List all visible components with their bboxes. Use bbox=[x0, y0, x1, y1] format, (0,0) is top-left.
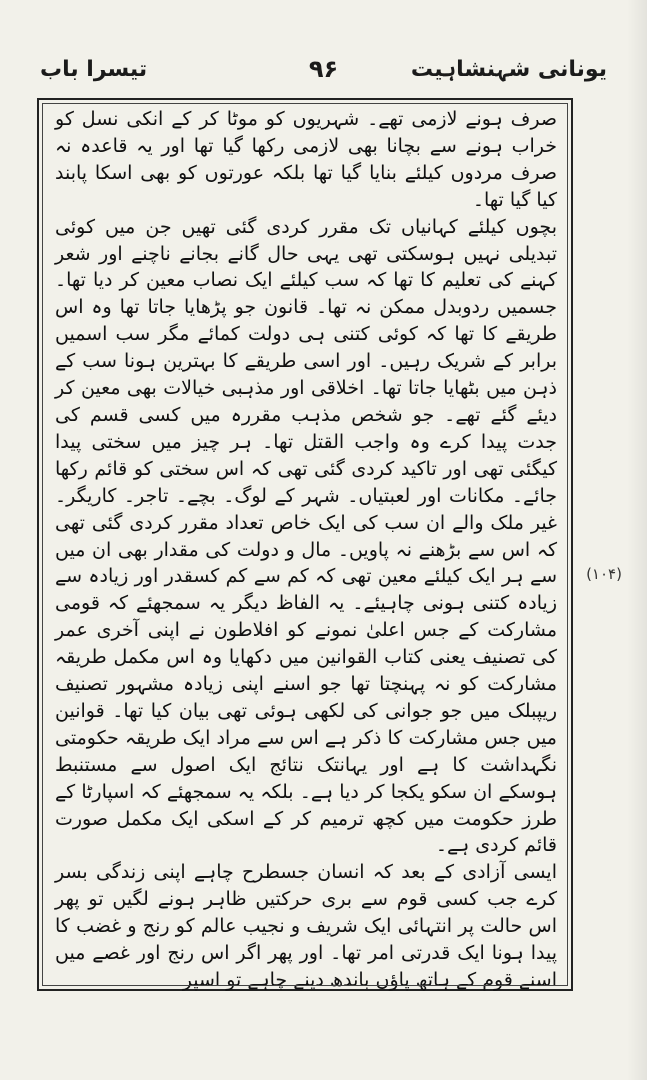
page-header bbox=[40, 55, 607, 95]
paragraph-3: ایسی آزادی کے بعد کہ انسان جسطرح چاہے اپنی زندگی بسر کرے جب کسی قوم سے بری حرکتیں ظاہر ہونے لگیں تو پھر اس حالت پر انتہائی ایک شریف و نجیب عالم کو رنج و غضب کا پیدا ہونا ایک قدرتی امر تھا۔ اور پھر اگر اس رنج اور غصے میں اسنے قوم کے ہاتھ پاؤں باندھ دینے چاہے تو اسپر bbox=[55, 861, 557, 991]
paragraph-2: بچوں کیلئے کہانیاں تک مقرر کردی گئی تھیں جن میں کوئی تبدیلی نہیں ہوسکتی تھی یہی حال گانے بجانے ناچنے اور شعر کہنے کی تعلیم کا تھا کہ سب کیلئے ایک نصاب معین کر دیا تھا۔ جسمیں ردوبدل ممکن نہ تھا۔ قانون جو پڑھایا جاتا تھا وہ اس طریقے کا تھا کہ کوئی کتنی ہی دولت کمائے مگر سب اسمیں برابر کے شریک رہیں۔ اور اسی طریقے کا بہترین ہونا سب کے ذہن میں بٹھایا جاتا تھا۔ اخلاقی اور مذہبی خیالات بھی معین کر دیئے گئے تھے۔ جو شخص مذہب مقررہ میں کسی قسم کی جدت پیدا کرے وہ واجب القتل تھا۔ ہر چیز میں سختی پیدا کیگئی تھی اور تاکید کردی گئی تھی کہ اس سختی کو قائم رکھا جائے۔ مکانات اور لعبتیاں۔ شہر کے لوگ۔ بچے۔ تاجر۔ کاریگر۔ غیر ملک والے ان سب کی ایک خاص تعداد مقرر کردی گئی تھی کہ اس سے بڑھنے نہ پاویں۔ مال و دولت کی مقدار بھی ان میں سے ہر ایک کیلئے معین تھی کہ کم سے کم کسقدر اور زیادہ سے زیادہ کتنی ہونی چاہیئے۔ یہ الفاظ دیگر یہ سمجھئے کہ قومی مشارکت کے جس اعلیٰ نمونے کو افلاطون نے اپنی آخری عمر کی تصنیف یعنی کتاب القوانین میں دکھایا وہ اس مکمل طریقہ مشارکت کو نہ پہنچتا تھا جو اسنے اپنی زیادہ مشہور تصنیف ریپبلک میں جو جوانی کی لکھی ہوئی تھی بیان کیا تھا۔ قوانین میں جس مشارکت کا ذکر ہے اس سے مراد ایک طریقہ حکومتی نگہداشت کا ہے اور یہانتک نتائج ایک اصول سے مستنبط ہوسکے ان سکو یکجا کر دیا ہے۔ بلکہ یہ سمجھئے کہ اسپارٹا کے طرز حکومت میں کچھ ترمیم کر کے اسکی ایک مکمل صورت قائم کردی ہے۔ bbox=[55, 215, 557, 857]
chapter-title: تیسرا باب bbox=[40, 57, 148, 82]
body-text bbox=[55, 106, 557, 991]
scan-shadow bbox=[627, 0, 647, 1080]
margin-note bbox=[574, 562, 634, 586]
margin-note-text: (۱۰۴) bbox=[586, 565, 622, 583]
paragraph-1: صرف ہونے لازمی تھے۔ شہریوں کو موٹا کر کے انکی نسل کو خراب ہونے سے بچانا بھی لازمی رکھا گیا تھا اور یہ قاعدہ نہ صرف مردوں کیلئے بنایا گیا تھا بلکہ عورتوں کو بھی اسکا پابند کیا گیا تھا۔ bbox=[55, 108, 557, 211]
book-title: یونانی شہنشاہیت bbox=[410, 57, 607, 82]
text-frame bbox=[37, 98, 573, 991]
page-number: ۹۶ bbox=[308, 55, 339, 83]
